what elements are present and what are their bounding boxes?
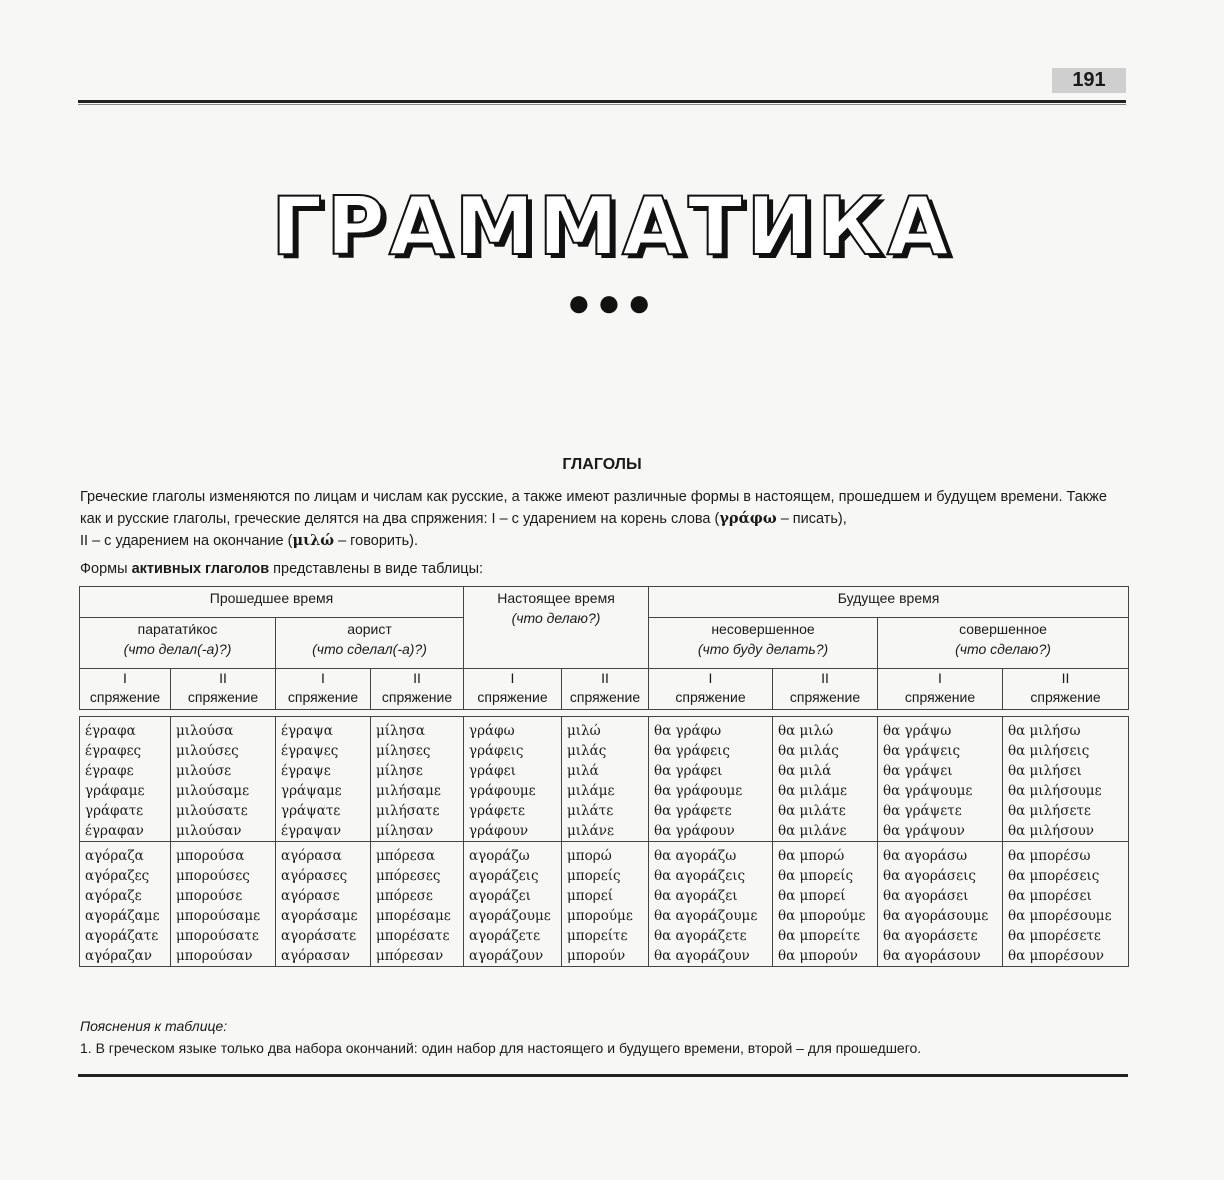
verb-form: αγοράζουν: [469, 948, 544, 964]
verb-form: θα γράφουμε: [654, 783, 743, 799]
conjugation-number: II: [821, 670, 829, 686]
intro-text-4: – говорить).: [334, 533, 419, 549]
intro-paragraph: [80, 486, 1130, 552]
conjugation-number: I: [938, 670, 942, 686]
verb-form: μίλησαν: [376, 823, 434, 839]
verb-form: θα μπορείτε: [778, 928, 860, 944]
verb-form: θα μιλάς: [778, 743, 839, 759]
conjugation-number: I: [510, 670, 515, 686]
conjugation-number: II: [1061, 670, 1070, 686]
verb-form: θα μιλήσει: [1008, 763, 1082, 779]
verb-form: μπορούσαμε: [176, 908, 261, 924]
verb-form: θα μιλάμε: [778, 783, 848, 799]
verb-form: θα γράψω: [883, 723, 952, 739]
verb-form: αγοράσατε: [281, 928, 357, 944]
verb-forms-cell: [80, 842, 171, 967]
conjugation-number: II: [413, 670, 421, 686]
verb-form: μπορεί: [567, 888, 613, 904]
conjugation-number: I: [708, 670, 713, 686]
intro-text-3: II – с ударением на окончание (: [80, 533, 293, 549]
verb-form: αγοράζαμε: [85, 908, 160, 924]
verb-form: έγραψαν: [281, 823, 342, 839]
top-rule: [78, 100, 1126, 105]
verb-form: μιλάμε: [567, 783, 615, 799]
header-present-question: (что делаю?): [511, 610, 601, 626]
verb-form: αγοράζετε: [469, 928, 541, 944]
verb-form: μιλάνε: [567, 823, 614, 839]
verb-form: θα γράψετε: [883, 803, 962, 819]
verb-form: θα αγοράζουμε: [654, 908, 758, 924]
header-paratatikos: паратати́кос (что делал(-а)?): [80, 618, 276, 669]
verb-form: θα αγοράσετε: [883, 928, 978, 944]
verb-form: θα αγοράσουν: [883, 948, 981, 964]
verb-forms-cell: [878, 842, 1003, 967]
page-title: ГРАММАТИКА: [271, 180, 953, 273]
verb-forms-cell: [276, 842, 371, 967]
verb-form: αγοράζεις: [469, 868, 539, 884]
notes-title: Пояснения к таблице:: [80, 1018, 228, 1034]
conjugation-header-cell: [464, 669, 562, 710]
bottom-rule: [78, 1074, 1128, 1077]
conjugation-header-cell: [80, 669, 171, 710]
verb-form: θα αγοράσω: [883, 848, 968, 864]
verb-form: θα γράφω: [654, 723, 722, 739]
conjugation-word: спряжение: [477, 689, 548, 705]
verb-forms-cell: [276, 717, 371, 842]
verb-forms-cell: [562, 842, 649, 967]
conjugation-header-cell: [649, 669, 773, 710]
conjugation-number: II: [219, 670, 227, 686]
verb-form: θα μιλήσω: [1008, 723, 1081, 739]
verb-forms-cell: [80, 717, 171, 842]
verb-form: θα μπορέσετε: [1008, 928, 1101, 944]
verb-form: θα γράφετε: [654, 803, 732, 819]
verb-form: γράφουμε: [469, 783, 536, 799]
verb-form: θα μπορέσω: [1008, 848, 1091, 864]
intro-text-1: Греческие глаголы изменяются по лицам и числам как русские, а также имеют различные формы в настоящем, прошедшем и будущем времени. Также как и русские глаголы, греческие делятся на два спряжения: I – с ударением на корень слова (: [80, 489, 1107, 527]
verb-form: γράφεις: [469, 743, 524, 759]
verb-forms-cell: [1003, 842, 1129, 967]
verb-block-agorazo-boro: [80, 842, 1129, 967]
verb-form: μιλούσατε: [176, 803, 248, 819]
verb-form: μιλάς: [567, 743, 607, 759]
header-past: Прошедшее время: [80, 587, 464, 618]
verb-form: θα μιλάτε: [778, 803, 846, 819]
verb-form: θα αγοράζουν: [654, 948, 750, 964]
verb-form: μιλούσε: [176, 763, 232, 779]
verb-form: αγοράζω: [469, 848, 530, 864]
verb-form: αγόραζε: [85, 888, 142, 904]
verb-form: θα μπορέσεις: [1008, 868, 1100, 884]
verb-form: θα αγοράζετε: [654, 928, 747, 944]
conjugation-header-cell: [773, 669, 878, 710]
verb-form: μπόρεσε: [376, 888, 433, 904]
forms-text-bold: активных глаголов: [131, 561, 270, 577]
verb-form: θα γράψει: [883, 763, 953, 779]
forms-text-2: представлены в виде таблицы:: [269, 561, 484, 577]
verb-form: θα γράφουν: [654, 823, 735, 839]
header-aorist: аорист (что сделал(-а)?): [276, 618, 464, 669]
verb-form: έγραψες: [281, 743, 339, 759]
verb-form: μιλούσαν: [176, 823, 242, 839]
verb-form: αγόρασε: [281, 888, 340, 904]
verb-forms-cell: [464, 842, 562, 967]
verb-form: μπορέσατε: [376, 928, 450, 944]
verb-form: θα μιλήσουν: [1008, 823, 1095, 839]
verb-form: μιλούσες: [176, 743, 239, 759]
verb-table: [79, 586, 1129, 967]
verb-form: αγόρασες: [281, 868, 348, 884]
verb-form: μιλούσαμε: [176, 783, 250, 799]
conjugation-number: I: [321, 670, 325, 686]
verb-form: αγόραζες: [85, 868, 150, 884]
verb-form: θα μπορέσουν: [1008, 948, 1104, 964]
forms-text-1: Формы: [80, 561, 132, 577]
verb-form: μπορούσες: [176, 868, 250, 884]
verb-form: θα μπορεί: [778, 888, 846, 904]
verb-form: θα γράψεις: [883, 743, 961, 759]
verb-form: γράφω: [469, 723, 515, 739]
verb-form: αγόραζαν: [85, 948, 153, 964]
verb-form: μπορέσαμε: [376, 908, 451, 924]
verb-form: γράφουν: [469, 823, 529, 839]
verb-form: θα μιλώ: [778, 723, 834, 739]
notes-item-1: 1. В греческом языке только два набора окончаний: один набор для настоящего и будущего времени, второй – для прошедшего.: [80, 1040, 922, 1056]
verb-form: μπόρεσαν: [376, 948, 444, 964]
verb-form: αγοράζατε: [85, 928, 159, 944]
verb-form: μίλησες: [376, 743, 431, 759]
verb-form: έγραφε: [85, 763, 134, 779]
verb-form: μιλήσατε: [376, 803, 440, 819]
conjugation-number: I: [123, 670, 127, 686]
conjugation-header-cell: [1003, 669, 1129, 710]
verb-form: μιλά: [567, 763, 599, 779]
conjugation-word: спряжение: [904, 689, 976, 705]
verb-form: θα αγοράσει: [883, 888, 969, 904]
verb-block-grafo-milo: [80, 717, 1129, 842]
verb-form: μπορούσαν: [176, 948, 253, 964]
verb-form: έγραψα: [281, 723, 333, 739]
verb-form: γράφει: [469, 763, 516, 779]
conjugation-word: спряжение: [675, 689, 746, 705]
verb-form: θα μπορέσει: [1008, 888, 1092, 904]
verb-form: θα μπορώ: [778, 848, 845, 864]
verb-form: θα αγοράζω: [654, 848, 737, 864]
verb-form: μιλούσα: [176, 723, 234, 739]
verb-forms-cell: [171, 717, 276, 842]
intro-example-grafo: γράφω: [719, 510, 777, 527]
verb-form: θα μπορούμε: [778, 908, 866, 924]
intro-text-2: – писать),: [776, 511, 847, 527]
verb-form: γράψαμε: [281, 783, 342, 799]
conjugation-word: спряжение: [187, 689, 259, 705]
forms-intro: [80, 558, 1130, 580]
verb-form: θα γράφει: [654, 763, 723, 779]
verb-forms-cell: [371, 717, 464, 842]
verb-form: θα μπορούν: [778, 948, 858, 964]
conjugation-word: спряжение: [287, 689, 359, 705]
conjugation-header-cell: [562, 669, 649, 710]
verb-form: μίλησε: [376, 763, 423, 779]
section-title: ГЛАГОЛЫ: [562, 456, 642, 473]
conjugation-header-cell: [171, 669, 276, 710]
verb-forms-cell: [371, 842, 464, 967]
verb-form: θα μιλά: [778, 763, 832, 779]
verb-form: αγόρασα: [281, 848, 342, 864]
conjugation-header-cell: [276, 669, 371, 710]
verb-forms-cell: [562, 717, 649, 842]
verb-form: γράφετε: [469, 803, 526, 819]
verb-form: μπορούν: [567, 948, 626, 964]
header-imperfective: несовершенное (что буду делать?): [649, 618, 878, 669]
verb-form: έγραφα: [85, 723, 136, 739]
verb-form: θα αγοράζει: [654, 888, 738, 904]
conjugation-word: спряжение: [789, 689, 861, 705]
verb-form: μίλησα: [376, 723, 426, 739]
verb-form: θα γράψουμε: [883, 783, 973, 799]
conjugation-word: спряжение: [89, 689, 161, 705]
intro-example-milo: μιλώ: [292, 532, 335, 549]
verb-form: μπόρεσες: [376, 868, 441, 884]
verb-form: μπορείτε: [567, 928, 628, 944]
verb-form: μπορώ: [567, 848, 612, 864]
header-present: [464, 587, 649, 669]
verb-forms-cell: [649, 842, 773, 967]
verb-form: μπορούμε: [567, 908, 633, 924]
verb-form: αγοράσαμε: [281, 908, 358, 924]
verb-form: θα γράφεις: [654, 743, 730, 759]
verb-form: γράψατε: [281, 803, 341, 819]
verb-form: γράφατε: [85, 803, 144, 819]
header-perfective: совершенное (что сделаю?): [878, 618, 1129, 669]
verb-form: μπόρεσα: [376, 848, 436, 864]
conjugation-word: спряжение: [1030, 689, 1101, 705]
verb-form: θα μπορέσουμε: [1008, 908, 1112, 924]
verb-form: θα αγοράζεις: [654, 868, 746, 884]
verb-form: μπορείς: [567, 868, 621, 884]
verb-form: θα μιλήσετε: [1008, 803, 1091, 819]
conjugation-word: спряжение: [381, 689, 453, 705]
verb-form: αγόραζα: [85, 848, 144, 864]
verb-form: γράφαμε: [85, 783, 145, 799]
conjugation-header-cell: [371, 669, 464, 710]
verb-form: θα μπορείς: [778, 868, 854, 884]
page-number: 191: [1052, 68, 1126, 93]
verb-form: μπορούσε: [176, 888, 243, 904]
verb-forms-cell: [649, 717, 773, 842]
verb-form: θα μιλήσεις: [1008, 743, 1090, 759]
verb-form: θα γράψουν: [883, 823, 965, 839]
verb-form: μιλήσαμε: [376, 783, 441, 799]
verb-form: θα αγοράσουμε: [883, 908, 989, 924]
verb-form: μιλώ: [567, 723, 601, 739]
verb-form: θα αγοράσεις: [883, 868, 976, 884]
verb-form: θα μιλήσουμε: [1008, 783, 1102, 799]
verb-form: έγραφες: [85, 743, 142, 759]
verb-form: έγραφαν: [85, 823, 144, 839]
verb-form: μπορούσα: [176, 848, 245, 864]
verb-forms-cell: [171, 842, 276, 967]
conjugation-number: II: [601, 670, 609, 686]
decorative-dots: ●●●: [566, 281, 658, 325]
verb-forms-cell: [1003, 717, 1129, 842]
header-future: Будущее время: [649, 587, 1129, 618]
verb-form: έγραψε: [281, 763, 331, 779]
verb-forms-cell: [773, 842, 878, 967]
verb-form: μπορούσατε: [176, 928, 259, 944]
conjugation-header-cell: [878, 669, 1003, 710]
verb-form: αγοράζουμε: [469, 908, 551, 924]
conjugation-word: спряжение: [569, 689, 641, 705]
verb-form: θα μιλάνε: [778, 823, 847, 839]
verb-form: μιλάτε: [567, 803, 614, 819]
conjugation-header-row: [80, 669, 1129, 710]
header-present-label: Настоящее время: [497, 590, 615, 606]
verb-form: αγοράζει: [469, 888, 531, 904]
verb-forms-cell: [464, 717, 562, 842]
verb-forms-cell: [773, 717, 878, 842]
verb-forms-cell: [878, 717, 1003, 842]
verb-form: αγόρασαν: [281, 948, 350, 964]
